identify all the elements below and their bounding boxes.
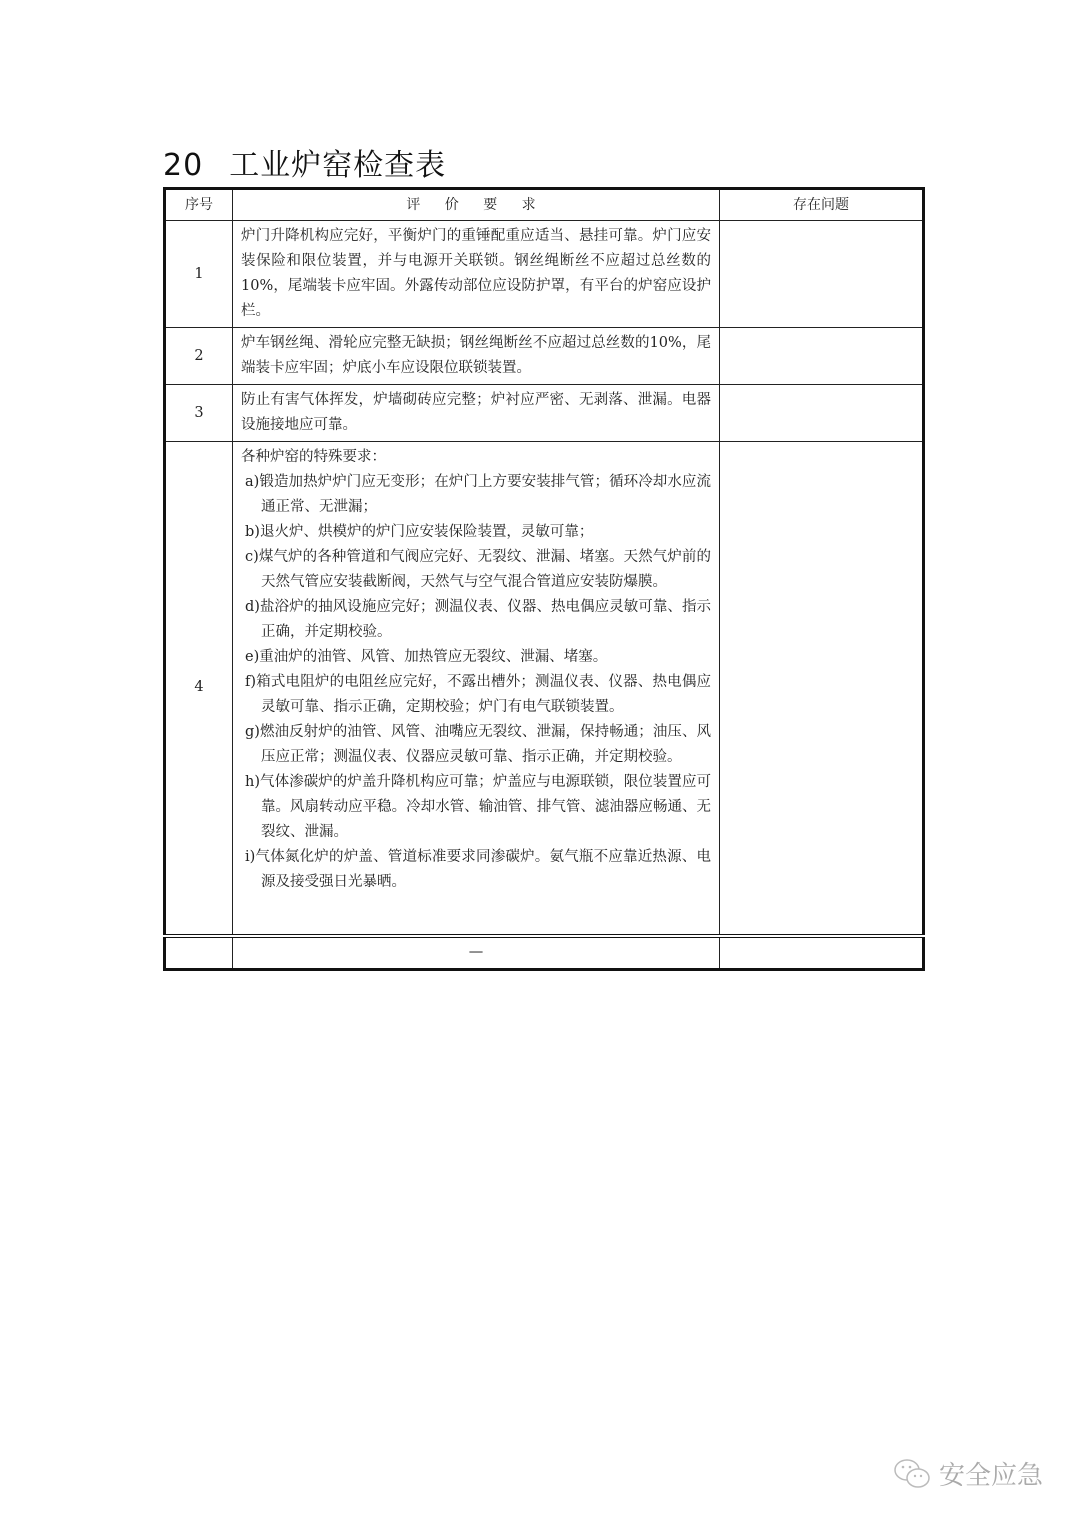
page-title	[163, 140, 446, 184]
section-number: 20	[163, 148, 204, 183]
watermark-text: 安全应急	[939, 1461, 1044, 1491]
footer-issue-cell[interactable]	[720, 936, 924, 970]
row-seq: 4	[165, 442, 233, 936]
requirement-item-c: c)煤气炉的各种管道和气阀应完好、无裂纹、泄漏、堵塞。天然气炉前的天然气管应安装截断阀，天然气与空气混合管道应安装防爆膜。	[245, 549, 711, 590]
row-issue-cell[interactable]	[720, 221, 924, 328]
table-row	[165, 442, 924, 936]
special-requirements-intro: 各种炉窑的特殊要求：	[241, 449, 386, 465]
table-row	[165, 385, 924, 442]
requirement-item-f: f)箱式电阻炉的电阻丝应完好，不露出槽外；测温仪表、仪器、热电偶应灵敏可靠、指示正确，定期校验；炉门有电气联锁装置。	[245, 674, 711, 715]
row-requirement: 防止有害气体挥发，炉墙砌砖应完整；炉衬应严密、无剥落、泄漏。电器设施接地应可靠。	[233, 385, 720, 442]
requirement-item-d: d)盐浴炉的抽风设施应完好；测温仪表、仪器、热电偶应灵敏可靠、指示正确，并定期校验。	[245, 599, 711, 640]
header-requirement: 评 价 要 求	[233, 189, 720, 221]
watermark	[893, 1455, 1043, 1492]
row-issue-cell[interactable]	[720, 385, 924, 442]
wechat-icon	[893, 1457, 933, 1491]
requirement-item-h: h)气体渗碳炉的炉盖升降机构应可靠；炉盖应与电源联锁，限位装置应可靠。风扇转动应平稳。冷却水管、输油管、排气管、滤油器应畅通、无裂纹、泄漏。	[245, 774, 711, 840]
requirement-item-a: a)锻造加热炉炉门应无变形；在炉门上方要安装排气管；循环冷却水应流通正常、无泄漏；	[245, 474, 711, 515]
header-issues: 存在问题	[720, 189, 924, 221]
table-header-row	[165, 189, 924, 221]
row-seq: 2	[165, 328, 233, 385]
header-seq: 序号	[165, 189, 233, 221]
row-requirement	[233, 442, 720, 936]
table-row	[165, 328, 924, 385]
footer-requirement: —	[233, 936, 720, 970]
table-footer-row	[165, 936, 924, 970]
requirement-item-g: g)燃油反射炉的油管、风管、油嘴应无裂纹、泄漏，保持畅通；油压、风压应正常；测温仪表、仪器应灵敏可靠、指示正确，并定期校验。	[245, 724, 711, 765]
row-seq: 3	[165, 385, 233, 442]
row-issue-cell[interactable]	[720, 328, 924, 385]
inspection-table	[163, 187, 925, 971]
footer-seq	[165, 936, 233, 970]
requirement-item-i: i)气体氮化炉的炉盖、管道标准要求同渗碳炉。氨气瓶不应靠近热源、电源及接受强日光暴晒。	[245, 849, 711, 890]
requirement-item-e: e)重油炉的油管、风管、加热管应无裂纹、泄漏、堵塞。	[245, 649, 608, 665]
row-requirement: 炉门升降机构应完好，平衡炉门的重锤配重应适当、悬挂可靠。炉门应安装保险和限位装置，并与电源开关联锁。钢丝绳断丝不应超过总丝数的 10%，尾端装卡应牢固。外露传动部位应设防护罩，有平台的炉窑应设护栏。	[233, 221, 720, 328]
row-issue-cell[interactable]	[720, 442, 924, 936]
row-requirement: 炉车钢丝绳、滑轮应完整无缺损；钢丝绳断丝不应超过总丝数的10%，尾端装卡应牢固；炉底小车应设限位联锁装置。	[233, 328, 720, 385]
row-seq: 1	[165, 221, 233, 328]
title-text: 工业炉窑检查表	[229, 148, 447, 183]
requirement-item-b: b)退火炉、烘模炉的炉门应安装保险装置，灵敏可靠；	[245, 524, 594, 540]
table-row	[165, 221, 924, 328]
